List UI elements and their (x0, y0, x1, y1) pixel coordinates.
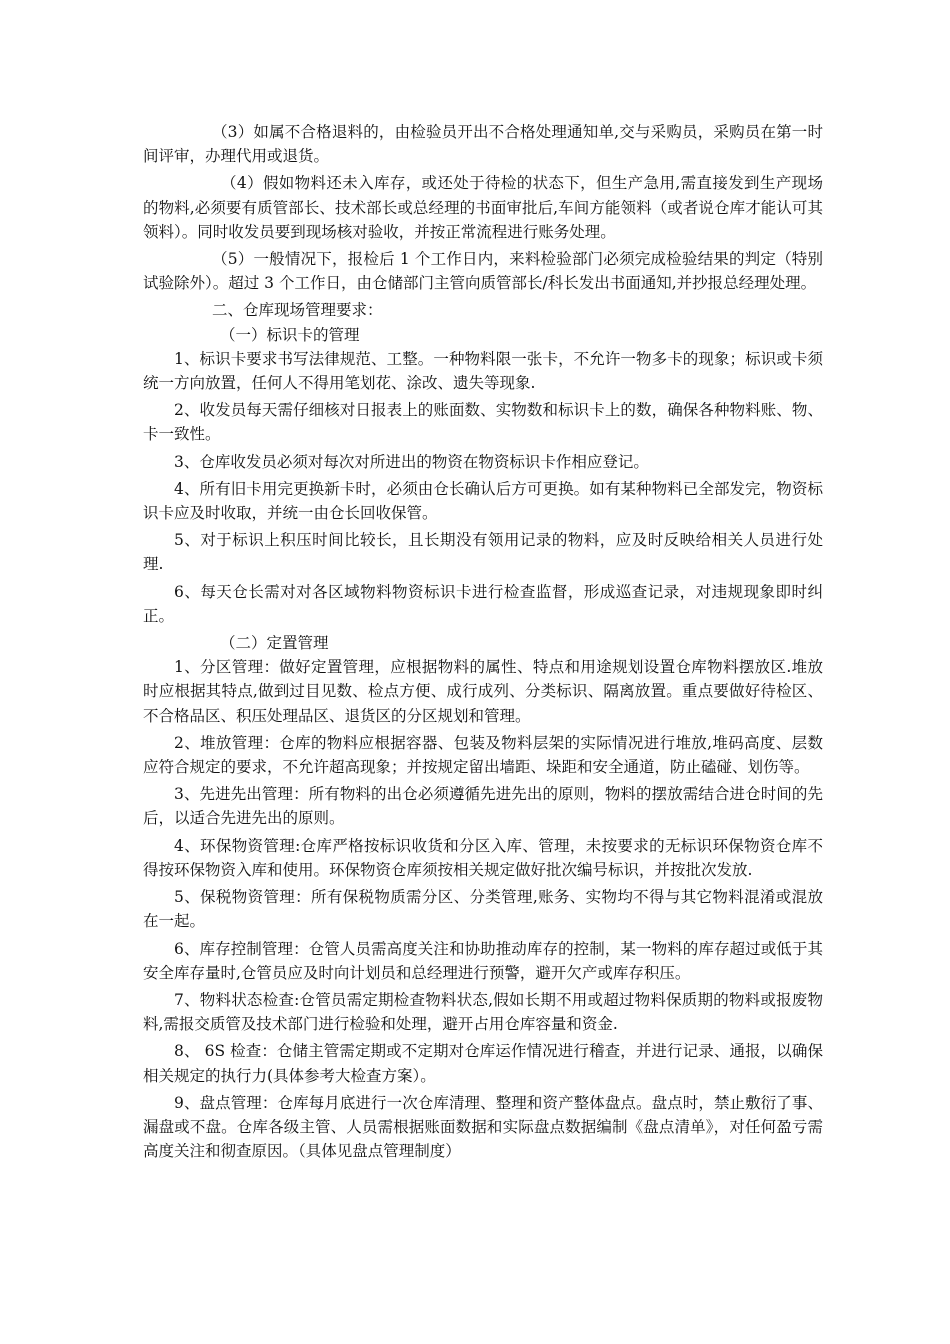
subsection-heading-id-card: （一）标识卡的管理 (220, 325, 360, 344)
list-item: 4、所有旧卡用完更换新卡时，必须由仓长确认后方可更换。如有某种物料已全部发完，物资标识卡应及时收取，并统一由仓长回收保管。 (143, 479, 823, 523)
list-item: 8、 6S 检查：仓储主管需定期或不定期对仓库运作情况进行稽查，并进行记录、通报，以确保相关规定的执行力(具体参考大检查方案）。 (143, 1042, 823, 1085)
list-item: 2、堆放管理：仓库的物料应根据容器、包装及物料层架的实际情况进行堆放,堆码高度、层数应符合规定的要求，不允许超高现象；并按规定留出墙距、垛距和安全通道，防止磕碰、划伤等。 (143, 733, 823, 777)
list-item: 9、盘点管理：仓库每月底进行一次仓库清理、整理和资产整体盘点。盘点时，禁止敷衍了事、漏盘或不盘。仓库各级主管、人员需根据账面数据和实际盘点数据编制《盘点清单》，对任何盈亏需高度关注和彻查原因。（具体见盘点管理制度） (143, 1093, 823, 1161)
list-item: 1、分区管理：做好定置管理，应根据物料的属性、特点和用途规划设置仓库物料摆放区.堆放时应根据其特点,做到过目见数、检点方便、成行成列、分类标识、隔离放置。重点要做好待检区、不合格品区、积压处理品区、退货区的分区规划和管理。 (143, 658, 823, 725)
list-item: 5、对于标识上积压时间比较长，且长期没有领用记录的物料，应及时反映给相关人员进行处理. (143, 531, 823, 574)
paragraph-inspection-deadline: （5）一般情况下，报检后 1 个工作日内，来料检验部门必须完成检验结果的判定（特别试验除外）。超过 3 个工作日，由仓储部门主管向质管部长/科长发出书面通知,并抄报总经理处理。 (143, 250, 823, 293)
list-item: 4、环保物资管理:仓库严格按标识收货和分区入库、管理，未按要求的无标识环保物资仓库不得按环保物资入库和使用。环保物资仓库须按相关规定做好批次编号标识，并按批次发放. (143, 836, 823, 879)
paragraph-urgent-use: （4）假如物料还未入库存，或还处于待检的状态下，但生产急用,需直接发到生产现场的物料,必须要有质管部长、技术部长或总经理的书面审批后,车间方能领料（或者说仓库才能认可其领料）。同时收发员要到现场核对验收，并按正常流程进行账务处理。 (143, 174, 823, 241)
list-item: 2、收发员每天需仔细核对日报表上的账面数、实物数和标识卡上的数，确保各种物料账、物、卡一致性。 (143, 401, 823, 444)
section-heading-warehouse-site: 二、仓库现场管理要求： (212, 301, 383, 320)
list-item: 3、仓库收发员必须对每次对所进出的物资在物资标识卡作相应登记。 (174, 452, 649, 471)
list-item: 3、先进先出管理：所有物料的出仓必须遵循先进先出的原则，物料的摆放需结合进仓时间的先后，以适合先进先出的原则。 (143, 785, 823, 828)
paragraph-unqualified-return: （3）如属不合格退料的，由检验员开出不合格处理通知单,交与采购员，采购员在第一时间评审，办理代用或退货。 (143, 123, 823, 166)
list-item: 7、物料状态检查:仓管员需定期检查物料状态,假如长期不用或超过物料保质期的物料或报废物料,需报交质管及技术部门进行检验和处理，避开占用仓库容量和资金. (143, 990, 823, 1034)
document-body (143, 120, 823, 1166)
list-item: 1、标识卡要求书写法律规范、工整。一种物料限一张卡，不允许一物多卡的现象；标识或卡须统一方向放置，任何人不得用笔划花、涂改、遗失等现象. (143, 349, 823, 393)
list-item: 5、保税物资管理：所有保税物质需分区、分类管理,账务、实物均不得与其它物料混淆或混放在一起。 (143, 888, 823, 931)
subsection-heading-fixed-position: （二）定置管理 (220, 634, 329, 653)
list-item: 6、每天仓长需对对各区域物料物资标识卡进行检查监督，形成巡查记录，对违规现象即时纠正。 (143, 582, 823, 625)
list-item: 6、库存控制管理：仓管人员需高度关注和协助推动库存的控制，某一物料的库存超过或低于其安全库存量时,仓管员应及时向计划员和总经理进行预警，避开欠产或库存积压。 (143, 939, 823, 982)
